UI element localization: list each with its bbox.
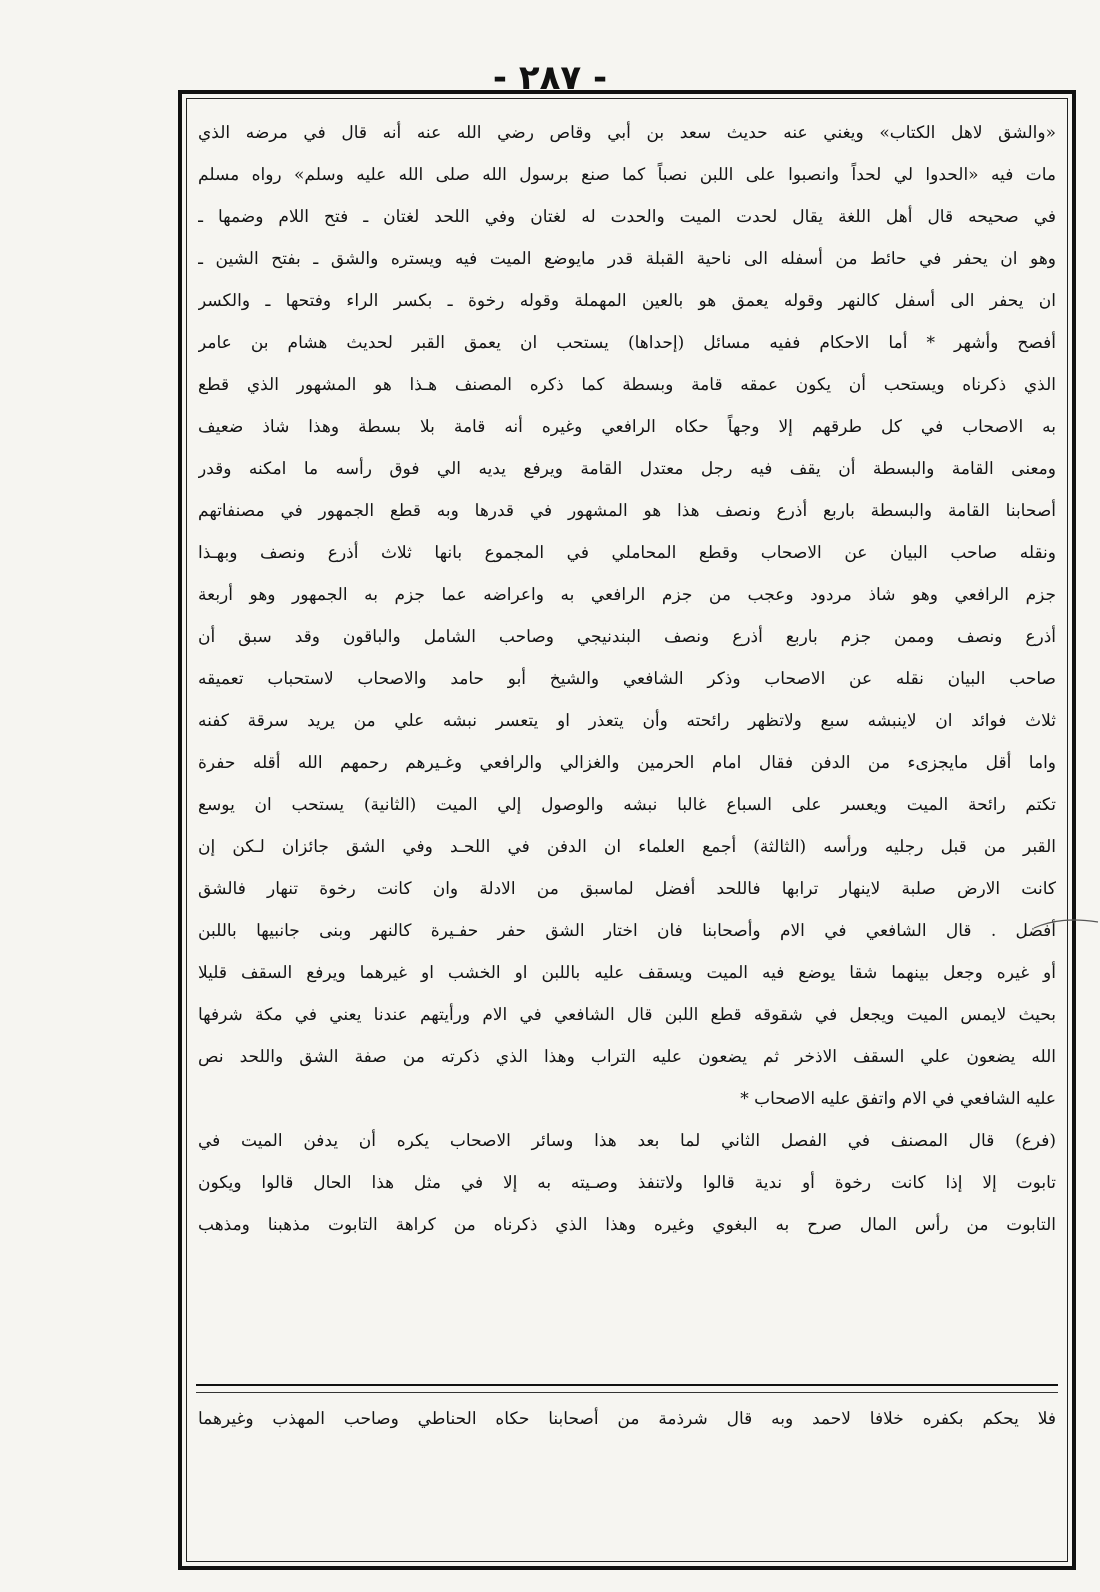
- footnote-line: فلا يحكم بكفره خلافا لاحمد وبه قال شرذمة من أصحابنا حكاه الحناطي وصاحب المهذب وغيرهما: [198, 1409, 1056, 1429]
- text-line: الله يضعون علي السقف الاذخر ثم يضعون عليه التراب وهذا الذي ذكرته من صفة الشق واللحد نص: [198, 1047, 1056, 1067]
- text-line: أصحابنا القامة والبسطة باربع أذرع ونصف هذا هو المشهور في قدرها وبه قطع الجمهور في مصنفاتهم: [198, 501, 1056, 521]
- text-line: جزم الرافعي وهو شاذ مردود وعجب من جزم الرافعي به واعراضه عما جزم به الجمهور وهو أربعة: [198, 585, 1056, 605]
- text-line: التابوت من رأس المال صرح به البغوي وغيره وهذا الذي ذكرناه من كراهة التابوت مذهبنا ومذهب: [198, 1215, 1056, 1235]
- page-number: - ٢٨٧ -: [492, 58, 608, 98]
- text-line: مات فيه «الحدوا لي لحداً وانصبوا على اللبن نصباً كما صنع برسول الله صلى الله عليه وسلم» رواه مسلم: [198, 165, 1056, 185]
- text-line: تكتم رائحة الميت ويعسر على السباع غالبا نبشه والوصول إلي الميت (الثانية) يستحب ان يوسع: [198, 795, 1056, 815]
- main-text-block: [198, 112, 1056, 1372]
- footnote-separator-thin: [196, 1392, 1058, 1393]
- text-line: ثلاث فوائد ان لاينبشه سبع ولاتظهر رائحته وأن يتعذر او يتعسر نبشه علي من يريد سرقة كفنه: [198, 711, 1056, 731]
- footnote-separator-thick: [196, 1384, 1058, 1386]
- text-line: صاحب البيان نقله عن الاصحاب وذكر الشافعي والشيخ أبو حامد والاصحاب لاستحباب تعميقه: [198, 669, 1056, 689]
- text-line: أفصح وأشهر * أما الاحكام ففيه مسائل (إحداها) يستحب ان يعمق القبر لحديث هشام بن عامر: [198, 333, 1056, 353]
- text-line: (فرع) قال المصنف في الفصل الثاني لما بعد هذا وسائر الاصحاب يكره أن يدفن الميت في: [198, 1131, 1056, 1151]
- text-line: أو غيره وجعل بينهما شقا يوضع فيه الميت ويسقف عليه باللبن او الخشب او غيرهما ويرفع السقف قليلا: [198, 963, 1056, 983]
- text-line: «والشق لاهل الكتاب» ويغني عنه حديث سعد بن أبي وقاص رضي الله عنه أنه قال في مرضه الذي: [198, 123, 1056, 143]
- text-line: الذي ذكرناه ويستحب أن يكون عمقه قامة وبسطة كما ذكره المصنف هـذا هو المشهور الذي قطع: [198, 375, 1056, 395]
- text-line: وهو ان يحفر في حائط من أسفله الى ناحية القبلة قدر مايوضع الميت فيه ويستره والشق ـ بفتح الشين ـ: [198, 249, 1056, 269]
- text-line: به الاصحاب في كل طرقهم إلا وجهاً حكاه الرافعي وغيره أنه قامة بلا بسطة وهذا شاذ ضعيف: [198, 417, 1056, 437]
- margin-pen-stroke: [1032, 916, 1100, 936]
- text-line: أفضل . قال الشافعي في الام وأصحابنا فان اختار الشق حفر حفـيرة كالنهر وبنى جانبيها باللبن: [198, 921, 1056, 941]
- text-line: بحيث لايمس الميت ويجعل في شقوقه قطع اللبن قال الشافعي في الام ورأيتهم عندنا يعني في مكة شرفها: [198, 1005, 1056, 1025]
- text-line: ان يحفر الى أسفل كالنهر وقوله يعمق هو بالعين المهملة وقوله رخوة ـ بكسر الراء وفتحها ـ والكسر: [198, 291, 1056, 311]
- text-line: واما أقل مايجزىء من الدفن فقال امام الحرمين والغزالي والرافعي وغـيرهم رحمهم الله أقله حفرة: [198, 753, 1056, 773]
- text-line: أذرع ونصف وممن جزم باربع أذرع ونصف البندنيجي وصاحب الشامل والباقون وقد سبق أن: [198, 627, 1056, 647]
- text-line: ونقله صاحب البيان عن الاصحاب وقطع المحاملي في المجموع بانها ثلاث أذرع ونصف وبهـذا: [198, 543, 1056, 563]
- footnote-block: [198, 1398, 1056, 1440]
- text-line: ومعنى القامة والبسطة أن يقف فيه رجل معتدل القامة ويرفع يديه الي فوق رأسه ما امكنه وقدر: [198, 459, 1056, 479]
- text-line: عليه الشافعي في الام واتفق عليه الاصحاب *: [740, 1089, 1056, 1109]
- text-line: في صحيحه قال أهل اللغة يقال لحدت الميت والحدت له لغتان وفي اللحد لغتان ـ فتح اللام وضمها ـ: [198, 207, 1056, 227]
- text-line: تابوت إلا إذا كانت رخوة أو ندية قالوا ولاتنفذ وصـيته به إلا في مثل هذا الحال قالوا ويكون: [198, 1173, 1056, 1193]
- text-line: كانت الارض صلبة لاينهار ترابها فاللحد أفضل لماسبق من الادلة وان كانت رخوة تنهار فالشق: [198, 879, 1056, 899]
- text-line: القبر من قبل رجليه ورأسه (الثالثة) أجمع العلماء ان الدفن في اللحـد وفي الشق جائزان لـكن إن: [198, 837, 1056, 857]
